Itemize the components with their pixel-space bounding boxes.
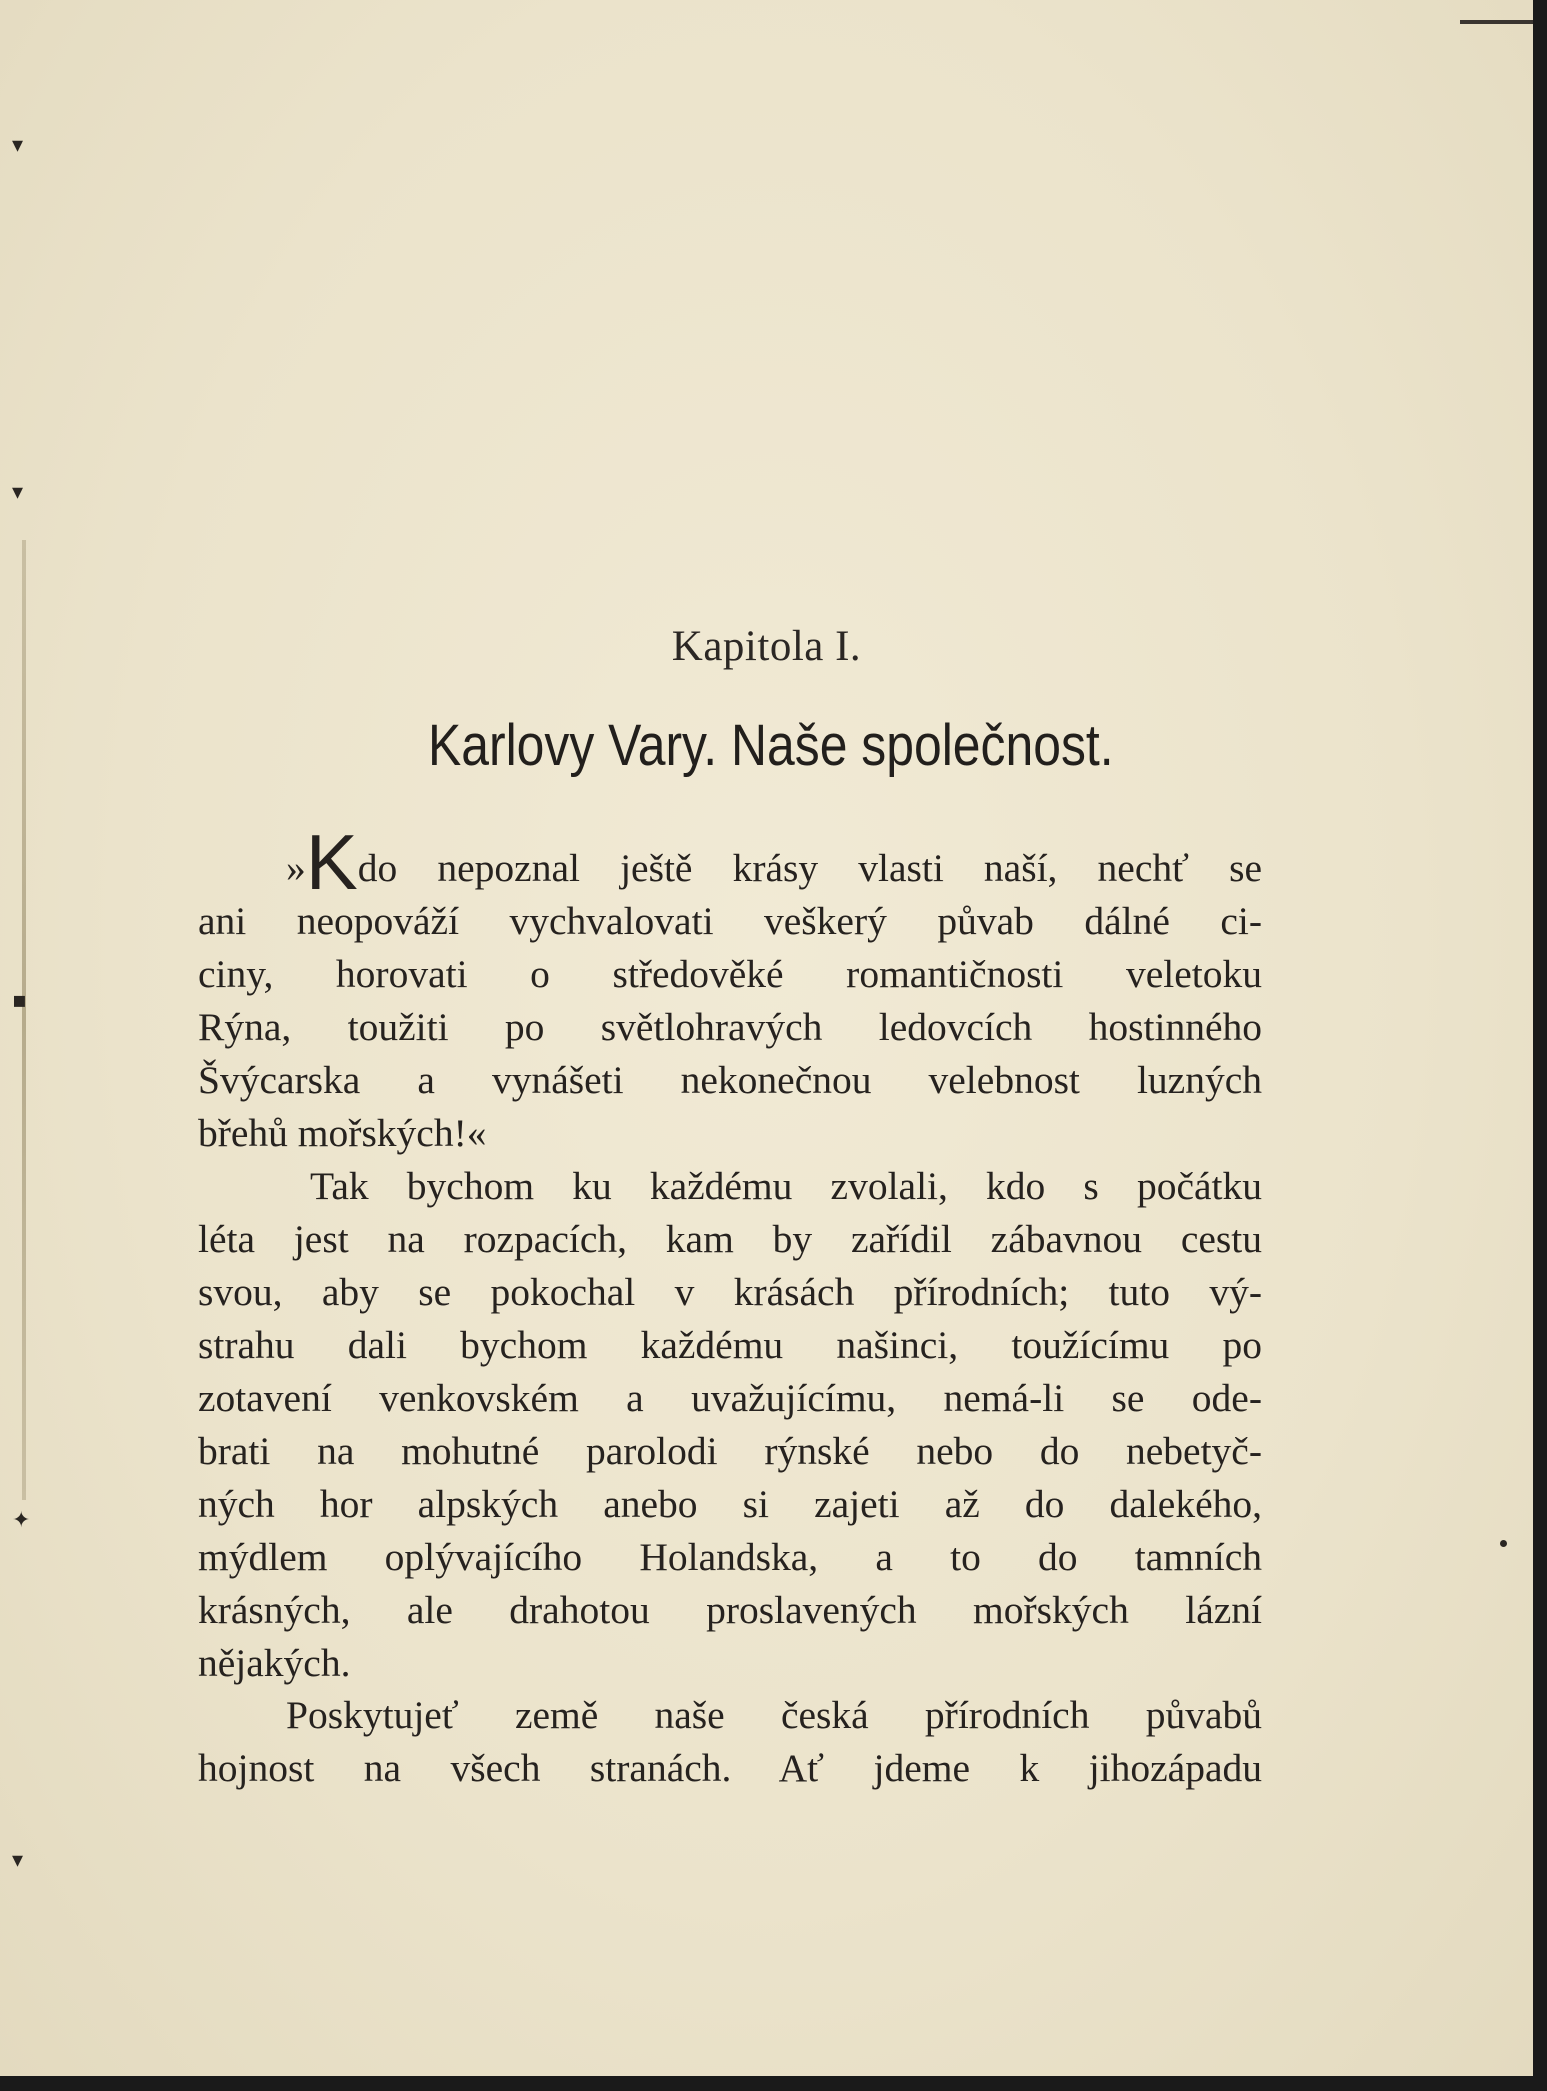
text-line: strahu dali bychom každému našinci, toužícímu po [198,1323,1262,1367]
binding-mark: ▾ [12,1848,24,1873]
text-line: zotavení venkovském a uvažujícímu, nemá-li se ode- [198,1376,1262,1420]
paragraph-1 [198,818,1262,1160]
text-line: ciny, horovati o středověké romantičnosti veletoku [198,952,1262,996]
text-line: Rýna, toužiti po světlohravých ledovcích hostinného [198,1005,1262,1049]
text-line: nějakých. [198,1641,351,1685]
text-line: Poskytujeť země naše česká přírodních půvabů [286,1693,1262,1737]
text-line: mýdlem oplývajícího Holandska, a to do tamních [198,1535,1262,1579]
binding-edge [22,540,26,1500]
opening-quote: » [286,846,306,890]
chapter-label: Kapitola I. [671,623,862,670]
text-line: břehů mořských!« [198,1111,487,1155]
text-line: léta jest na rozpacích, kam by zařídil zábavnou cestu [198,1217,1262,1261]
paragraph-2 [198,1160,1262,1690]
text-line: Švýcarska a vynášeti nekonečnou velebnost luzných [198,1058,1262,1102]
binding-mark: ▾ [12,480,24,505]
text-line: krásných, ale drahotou proslavených mořských lázní [198,1588,1262,1632]
text-line: ani neopováží vychvalovati veškerý půvab dálné ci- [198,899,1262,943]
text-line: hojnost na všech stranách. Ať jdeme k jihozápadu [198,1746,1262,1790]
text-line [198,818,1262,906]
text-line: svou, aby se pokochal v krásách přírodních; tuto vý- [198,1270,1262,1314]
chapter-title: Karlovy Vary. Naše společnost. [427,713,1114,778]
drop-letter: K [305,818,358,906]
text-line: ných hor alpských anebo si zajeti až do dalekého, [198,1482,1262,1526]
binding-mark: ▾ [12,133,24,158]
page-edge-rule [1460,20,1533,24]
ink-speck [1500,1540,1507,1547]
paragraph-3 [198,1689,1262,1795]
text-line: Tak bychom ku každému zvolali, kdo s počátku [310,1164,1262,1208]
first-line-text: do nepoznal ještě krásy vlasti naší, nechť se [357,846,1262,890]
text-line: brati na mohutné parolodi rýnské nebo do nebetyč- [198,1429,1262,1473]
binding-mark: ✦ [12,1508,31,1533]
binding-mark: ▪ [12,988,27,1013]
